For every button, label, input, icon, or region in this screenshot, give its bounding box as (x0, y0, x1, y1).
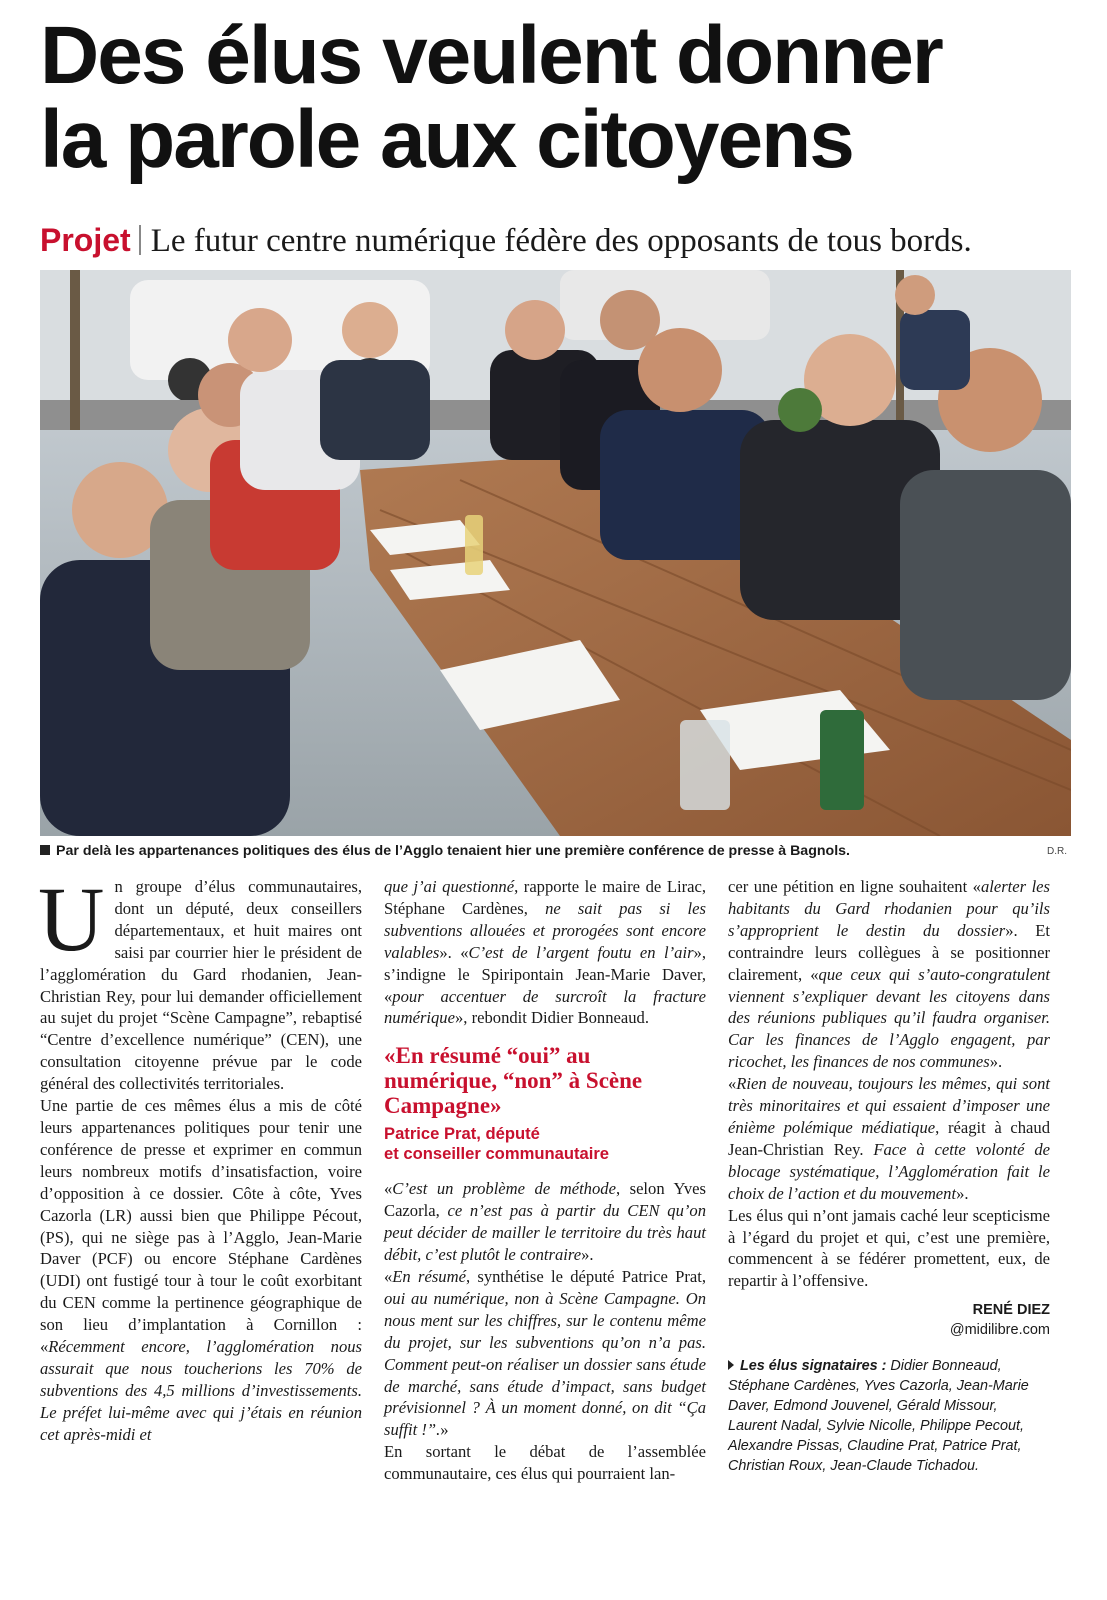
paragraph-text: ». Et contraindre leurs collègues à se positionner clairement, « (728, 920, 1050, 984)
article-column-2 (384, 876, 706, 1485)
quote-text: que ceux qui s’auto-congratulent viennent s’expliquer devant les citoyens dans des réunions publiques qu’il faudra organiser. Car les finances de l’Agglo engagent, par ricochet, les finances de nos communes (728, 964, 1050, 1072)
headline (40, 10, 1080, 185)
paragraph-text: En sortant le débat de l’assemblée communautaire, ces élus qui pourraient lan- (384, 1442, 706, 1484)
paragraph-text: », rebondit Didier Bonneaud. (454, 1008, 649, 1028)
photo-caption-text: Par delà les appartenances politiques des élus de l’Agglo tenaient hier une première conférence de presse à Bagnols. (56, 843, 850, 859)
paragraph-text: ». « (439, 942, 469, 962)
paragraph-text: , synthétise le député Patrice Prat, (465, 1266, 706, 1286)
quote-text: pour accentuer de surcroît la fracture numérique (384, 986, 706, 1028)
quote-text: ne sait pas si les subventions allouées et prorogées sont encore valables (384, 898, 706, 962)
quote-text: alerter les habitants du Gard rhodanien pour qu’ils s’approprient le destin du dossier (728, 877, 1050, 940)
paragraph-text: ». (956, 1183, 969, 1203)
pull-quote (384, 1043, 706, 1164)
paragraph-text: Les élus qui n’ont jamais caché leur scepticisme à l’égard du projet et qui, c’est une première, commencent à se fédérer promettent, eux, de repartir à l’offensive. (728, 1205, 1050, 1291)
caption-square-icon (40, 845, 50, 855)
paragraph-text: cer une pétition en ligne souhaitent « (728, 877, 981, 896)
quote-text: que j’ai questionné (384, 877, 515, 896)
paragraph-text: », s’indigne le Spiripontain Jean-Marie Daver, « (384, 942, 706, 1006)
article-paragraph (38, 868, 362, 1095)
article-column-3 (728, 876, 1050, 1476)
quote-text: oui au numérique, non à Scène Campagne. On nous ment sur les chiffres, sur le contenu même du projet, sur les subventions qu’on n’a pas. Comment peut-on réaliser un dossier sans étude de marché, sans étude d’impact, sans budget prévisionnel ? À un moment donné, on dit “Ça suffit !”. (384, 1288, 706, 1440)
article-paragraph (728, 1205, 1050, 1293)
quote-text: Face à cette volonté de blocage systématique, l’Agglomération fait le choix de l’action et du mouvement (728, 1139, 1050, 1203)
pull-quote-attribution (384, 1124, 706, 1164)
paragraph-text: ». (581, 1245, 594, 1265)
paragraph-text: « (728, 1074, 737, 1094)
drop-cap: U (38, 868, 105, 970)
article-paragraph (728, 876, 1050, 1073)
attribution-line-1: Patrice Prat, député (384, 1124, 540, 1144)
article-paragraph (384, 1178, 706, 1266)
quote-text: Récemment encore, l’agglomération nous assurait que nous toucherions les 70% de subventions des 4,5 millions d’investissements. Le préfet lui-même avec qui j’étais en réunion cet après-midi et (40, 1337, 362, 1444)
photo-caption (40, 840, 1071, 862)
quote-text: C’est un problème de méthode (392, 1179, 616, 1199)
arrow-right-icon (728, 1360, 734, 1370)
author-byline: RENÉ DIEZ (972, 1302, 1050, 1319)
quote-text: C’est de l’argent foutu en l’air (468, 942, 694, 962)
paragraph-text: , rapporte le maire de Lirac, Stéphane Cardènes, (384, 877, 706, 918)
article-paragraph (40, 1095, 362, 1446)
paragraph-text: » (440, 1420, 449, 1440)
headline-line-2: la parole aux citoyens (40, 94, 853, 185)
article-paragraph (384, 1441, 706, 1485)
press-photo-illustration (40, 270, 1071, 836)
paragraph-text: , réagit à chaud Jean-Christian Rey. (728, 1117, 1050, 1159)
article-paragraph (384, 1266, 706, 1441)
subheadline-text: Le futur centre numérique fédère des opposants de tous bords. (150, 223, 972, 259)
headline-line-1: Des élus veulent donner (40, 10, 942, 101)
article-column-1 (38, 868, 362, 1446)
signatories-list: Didier Bonneaud, Stéphane Cardènes, Yves Cazorla, Jean-Marie Daver, Edmond Jouvenel, Gérald Missour, Laurent Nadal, Sylvie Nicolle, Philippe Pecout, Alexandre Pissas, Claudine Prat, Patrice Prat, Christian Roux, Jean-Claude Tichadou. (728, 1358, 1029, 1475)
paragraph-text: Une partie de ces mêmes élus a mis de côté leurs appartenances politiques pour tenir une conférence de presse et exprimer en commun leurs nombreux motifs d’insatisfaction, voire d’opposition à ce dossier. Côte à côte, Yves Cazorla (LR) aussi bien que Philippe Pécout, (PS), qui ne siège pas à l’Agglo, Jean-Marie Daver (PCF) ou encore Stéphane Cardènes (UDI) ont fustigé tour à tour le coût exorbitant du CEN comme la pertinence géographique de son lieu d’implantation à Cornillon : « (40, 1096, 362, 1357)
section-kicker: Projet (40, 222, 131, 258)
subheadline (40, 218, 1100, 264)
article-paragraph (728, 1073, 1050, 1204)
article-paragraph (384, 876, 706, 1029)
author-contact: @midilibre.com (949, 1322, 1050, 1339)
quote-text: ce n’est pas à partir du CEN qu’on peut décider de mailler le territoire du très haut débit, c’est plutôt le contraire (384, 1201, 706, 1265)
photo-credit: D.R. (1047, 846, 1067, 857)
kicker-divider (139, 225, 141, 255)
quote-text: En résumé (392, 1266, 466, 1286)
pull-quote-text: «En résumé “oui” au numérique, “non” à Scène Campagne» (384, 1043, 643, 1119)
paragraph-text: n groupe d’élus communautaires, dont un député, deux conseillers départementaux, et huit maires ont saisi par courrier hier le président de l’agglomération du Gard rhodanien, Jean-Christian Rey, pour lui demander officiellement au sujet du projet “Scène Campagne”, rebaptisé “Centre d’excellence numérique” (CEN), une consultation citoyenne prévue par le code général des collectivités territoriales. (40, 877, 362, 1094)
paragraph-text: , selon Yves Cazorla, (384, 1179, 706, 1221)
signatories-box (728, 1356, 1050, 1476)
paragraph-text: « (384, 1266, 393, 1286)
attribution-line-2: et conseiller communautaire (384, 1144, 610, 1164)
press-photo (40, 270, 1071, 836)
paragraph-text: ». (989, 1052, 1003, 1072)
signatories-label: Les élus signataires : (740, 1358, 887, 1375)
quote-text: Rien de nouveau, toujours les mêmes, qui sont très minoritaires et qui essaient d’imposer une énième polémique médiatique (728, 1074, 1050, 1137)
paragraph-text: « (384, 1179, 393, 1199)
